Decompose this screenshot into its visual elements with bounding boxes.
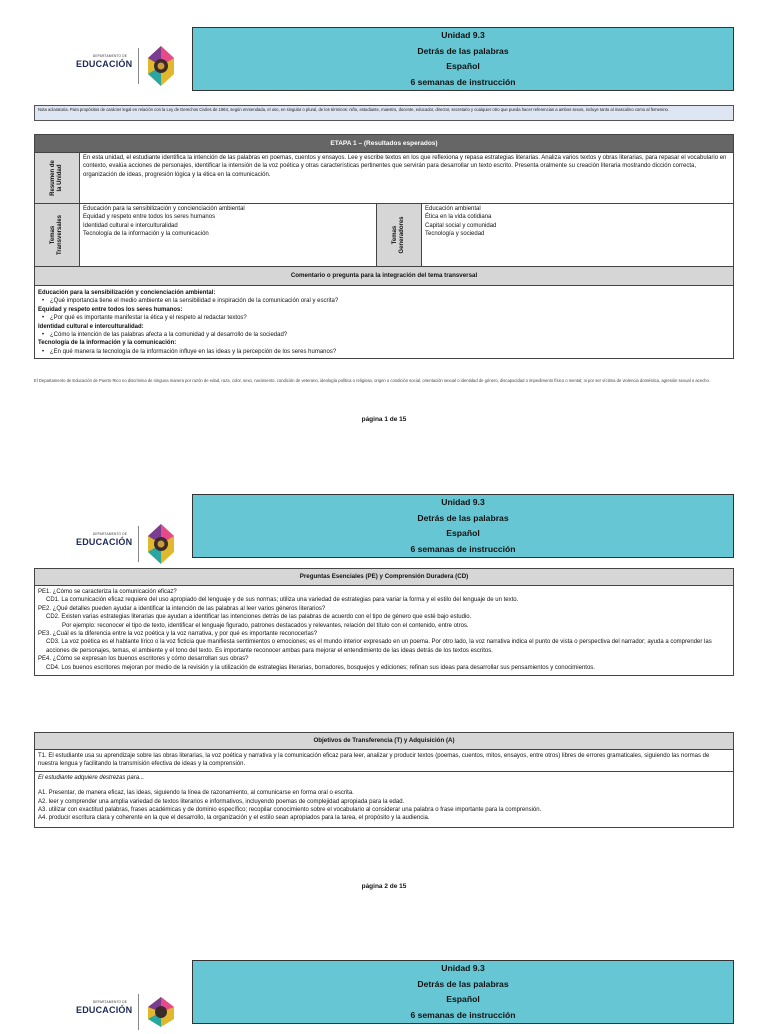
unit-number: Unidad 9.3 — [441, 497, 485, 507]
essential-questions-title: Preguntas Esenciales (PE) y Comprensión Duradera (CD) — [35, 569, 733, 586]
unit-title: Detrás de las palabras — [417, 978, 509, 989]
comment-title: Comentario o pregunta para la integración del tema transversal — [35, 267, 733, 286]
list-item: Educación para la sensibilización y concienciación ambiental — [83, 206, 245, 212]
seal-icon — [144, 990, 178, 1034]
comment-question: • ¿Qué importancia tiene el medio ambiente en la sensibilidad e inspiración de la comunicación oral y escrita? — [38, 297, 730, 305]
transfer-objectives-title: Objetivos de Transferencia (T) y Adquisición (A) — [35, 733, 733, 750]
transfer-t1: T1. El estudiante usa su aprendizaje sobre las obras literarias, la voz poética y narrativa y la comunicación eficaz para leer, analizar y producir textos (poemas, cuentos, mitos, ensayos, entre otros) libres de errores gramaticales, siguiendo las normas de nuestra lengua y facilitando la transmisión efectiva de ideas y la comprensión. — [35, 750, 733, 772]
list-item: A4. producir escritura clara y coherente en la que el desarrollo, la organización y el estilo sean apropiados para la tarea, el propósito y la audiencia. — [38, 815, 430, 822]
unit-subject: Español — [446, 61, 480, 71]
unit-duration: 6 semanas de instrucción — [410, 543, 516, 554]
summary-label: Resumen de la Unidad — [50, 160, 63, 196]
logo-text: EDUCACIÓN — [76, 59, 133, 69]
list-item: CD4. Los buenos escritores mejoran por medio de la revisión y la utilización de estrategias literarias, borradores, bosquejos y ediciones; refinan sus ideas para desarrollar sus pensamientos y conocimientos. — [46, 664, 595, 671]
stage-1-title: ETAPA 1 – (Resultados esperados) — [35, 135, 733, 153]
generator-list — [422, 204, 733, 266]
unit-header — [192, 494, 734, 558]
list-item: Equidad y respeto entre todos los seres humanos — [83, 214, 216, 221]
comment-heading: Identidad cultural e interculturalidad: — [38, 323, 144, 330]
legal-note: Nota aclaratoria. Para propósitos de carácter legal en relación con la Ley de Derechos Civiles de 1964, según enmendada, el uso, en singular o plural, de los términos: niño, estudiante, maestro, docente, educador, director, secretario y cualquier otro que pueda hacer referencias a ambos sexos, incluye tanto al masculino como al femenino. — [34, 105, 734, 121]
list-item: Por ejemplo: reconocer el tipo de texto, identificar el lenguaje figurado, patrones destacados y relevantes, relación del título con el contenido, entre otros. — [62, 622, 469, 629]
list-item: Educación ambiental — [425, 206, 481, 212]
seal-icon — [144, 44, 178, 88]
department-logo — [72, 522, 182, 566]
list-item: A3. utilizar con exactitud palabras, frases académicas y de dominio específico; recopilar conocimiento sobre el vocabulario al considerar una palabra o frase importante para la comprensión. — [38, 807, 542, 814]
list-item: A1. Presentar, de manera eficaz, las ideas, siguiendo la línea de razonamiento, al comunicarse en forma oral o escrita. — [38, 790, 354, 797]
essential-questions-table — [34, 568, 734, 676]
unit-title: Detrás de las palabras — [417, 45, 509, 56]
comment-question: • ¿Por qué es importante manifestar la ética y el respeto al redactar textos? — [38, 314, 730, 322]
logo-text: EDUCACIÓN — [76, 537, 133, 547]
department-logo — [72, 990, 182, 1034]
logo-small-text: DEPARTAMENTO DE — [92, 54, 128, 58]
comment-heading: Equidad y respeto entre todos los seres humanos: — [38, 306, 183, 313]
list-item: Tecnología y sociedad — [425, 231, 485, 238]
logo-text: EDUCACIÓN — [76, 1005, 133, 1015]
unit-summary: En esta unidad, el estudiante identifica la intención de las palabras en poemas, cuentos y ensayos. Lee y escribe textos en los que reflexiona y repasa estrategias literarias. Analiza varios textos y obras literarias, para repasar el vocabulario en contexto, evalúa acciones de personajes, identificar la intensión de la voz poética y otras características pertinentes que servirán para desarrollar un texto escrito. Presenta oralmente su creación literaria mostrando dicción correcta, organización de ideas, progresión lógica y la ética en la comunicación. — [83, 155, 727, 178]
acquisition-intro: El estudiante adquiere destrezas para... — [38, 774, 145, 781]
essential-questions-body — [35, 586, 733, 675]
list-item: PE4. ¿Cómo se expresan los buenos escritores y cómo desarrollan sus obras? — [38, 656, 249, 663]
department-logo — [72, 44, 182, 88]
comment-heading: Tecnología de la información y la comunicación: — [38, 340, 177, 347]
logo-small-text: DEPARTAMENTO DE — [92, 1000, 128, 1004]
comment-question: • ¿Cómo la intención de las palabras afecta a la comunidad y al desarrollo de la sociedad? — [38, 331, 730, 339]
list-item: Capital social y comunidad — [425, 222, 497, 229]
list-item: CD1. La comunicación eficaz requiere del uso apropiado del lenguaje y de sus normas; utiliza una variedad de estrategias para variar la forma y el estilo del lenguaje de un texto. — [46, 597, 519, 604]
non-discrimination-disclaimer: El Departamento de Educación de Puerto Rico no discrimina de ninguna manera por razón de edad, raza, color, sexo, nacimiento, condición de veterano, ideología política o religiosa, origen o condición social, orientación sexual o identidad de género, discapacidad o impedimento físico o mental; ni por ser víctima de violencia doméstica, agresión sexual o acecho. — [34, 378, 710, 383]
unit-duration: 6 semanas de instrucción — [410, 76, 516, 87]
unit-title: Detrás de las palabras — [417, 512, 509, 523]
stage-1-table — [34, 134, 734, 359]
list-item: Tecnología de la información y la comunicación — [83, 231, 209, 238]
seal-icon — [144, 522, 178, 566]
acquisition-body — [35, 772, 733, 827]
logo-small-text: DEPARTAMENTO DE — [92, 532, 128, 536]
transversal-label: Temas Transversales — [50, 214, 63, 256]
unit-number: Unidad 9.3 — [441, 963, 485, 973]
unit-header — [192, 27, 734, 91]
generator-label: Temas Generadores — [392, 216, 405, 254]
list-item: CD2. Existen varias estrategias literarias que ayudan a identificar las intenciones detrás de las palabras de acuerdo con el tipo de género que esté bajo estudio. — [46, 614, 472, 621]
list-item: CD3. La voz poética es el hablante lírico o la voz ficticia que manifiesta sentimientos o emociones; es el mundo interior expresado en un poema. Por otro lado, la voz narrativa indica el punto de vista o perspectiva del narrador; ayuda a comprender las acciones de personajes, temas, el ambiente y el tono del texto. Es importante reconocer ambas para mejorar el entendimiento de las ideas detrás de los textos escritos. — [46, 639, 712, 654]
unit-subject: Español — [446, 994, 480, 1004]
page-number: página 2 de 15 — [361, 883, 407, 890]
list-item: Ética en la vida cotidiana — [425, 214, 492, 221]
unit-header — [192, 960, 734, 1024]
list-item: PE1. ¿Cómo se caracteriza la comunicación eficaz? — [38, 589, 177, 595]
transfer-objectives-table — [34, 732, 734, 828]
comment-heading: Educación para la sensibilización y concienciación ambiental: — [38, 290, 216, 296]
unit-duration: 6 semanas de instrucción — [410, 1009, 516, 1020]
page-number: página 1 de 15 — [361, 416, 407, 423]
unit-subject: Español — [446, 528, 480, 538]
comments-block — [35, 286, 733, 358]
comment-question: • ¿En qué manera la tecnología de la información influye en las ideas y la percepción de los seres humanos? — [38, 348, 730, 356]
transversal-list — [80, 204, 377, 266]
list-item: PE3. ¿Cuál es la diferencia entre la voz poética y la voz narrativa, y por qué es importante reconocerlas? — [38, 631, 318, 638]
list-item: PE2. ¿Qué detalles pueden ayudar a identificar la intención de las palabras al leer varios géneros literarios? — [38, 605, 326, 612]
list-item: Identidad cultural e interculturalidad — [83, 222, 178, 229]
unit-number: Unidad 9.3 — [441, 30, 485, 40]
list-item: A2. leer y comprender una amplia variedad de textos literarios e informativos, incluyendo poemas de complejidad apropiada para la edad. — [38, 798, 405, 805]
